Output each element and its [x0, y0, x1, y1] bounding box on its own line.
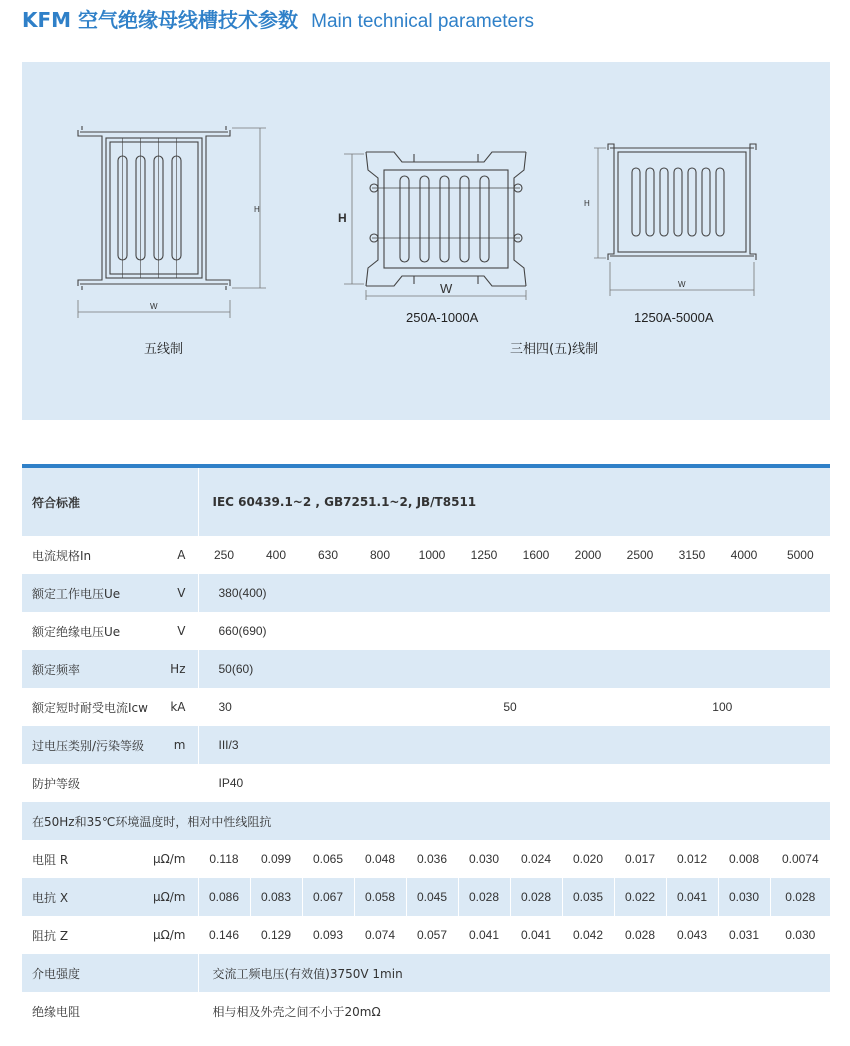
label-ue	[22, 574, 198, 612]
resistance-value: 0.065	[302, 840, 354, 878]
reactance-value: 0.058	[354, 878, 406, 916]
unit-ue: V	[177, 586, 186, 600]
value-dielectric: 交流工频电压(有效值)3750V 1min	[198, 954, 830, 992]
label-resistance	[22, 840, 198, 878]
row-ue	[22, 574, 830, 612]
value-standard: IEC 60439.1~2 , GB7251.1~2, JB/T8511	[198, 466, 830, 536]
row-standard	[22, 466, 830, 536]
spec-table	[22, 464, 830, 1030]
impedance-value: 0.129	[250, 916, 302, 954]
reactance-value: 0.022	[614, 878, 666, 916]
unit-freq: Hz	[170, 662, 186, 676]
value-freq: 50(60)	[198, 650, 830, 688]
current-value: 400	[250, 536, 302, 574]
label-freq	[22, 650, 198, 688]
row-ip	[22, 764, 830, 802]
unit-impedance: μΩ/m	[152, 928, 186, 942]
title-cn: KFM 空气绝缘母线槽技术参数	[22, 8, 299, 32]
label-ui-text: 额定绝缘电压Ue	[32, 624, 121, 639]
current-value: 800	[354, 536, 406, 574]
resistance-value: 0.048	[354, 840, 406, 878]
five-wire-caption: 五线制	[144, 342, 184, 357]
value-ui: 660(690)	[198, 612, 830, 650]
figure-panel	[22, 62, 830, 420]
impedance-value: 0.146	[198, 916, 250, 954]
reactance-value: 0.030	[718, 878, 770, 916]
icw-value: 50	[406, 688, 614, 726]
label-icw-text: 额定短时耐受电流Icw	[32, 700, 148, 715]
resistance-value: 0.030	[458, 840, 510, 878]
title-en: Main technical parameters	[311, 11, 534, 32]
label-icw	[22, 688, 198, 726]
impedance-value: 0.030	[770, 916, 830, 954]
current-value: 5000	[770, 536, 830, 574]
row-reactance	[22, 878, 830, 916]
label-ui	[22, 612, 198, 650]
three-phase-a-drawing	[366, 152, 526, 286]
resistance-value: 0.024	[510, 840, 562, 878]
busway-drawings	[22, 62, 830, 420]
three-phase-a-dim-h: H	[338, 211, 347, 225]
label-impedance	[22, 916, 198, 954]
impedance-value: 0.043	[666, 916, 718, 954]
resistance-value: 0.0074	[770, 840, 830, 878]
resistance-value: 0.017	[614, 840, 666, 878]
reactance-value: 0.086	[198, 878, 250, 916]
condition-note: 在50Hz和35℃环境温度时，相对中性线阻抗	[22, 802, 830, 840]
reactance-value: 0.035	[562, 878, 614, 916]
page-title	[22, 4, 534, 34]
resistance-value: 0.020	[562, 840, 614, 878]
three-phase-b-dim-w: W	[678, 280, 686, 289]
label-insulation: 绝缘电阻	[32, 1004, 81, 1019]
row-icw	[22, 688, 830, 726]
label-overvoltage	[22, 726, 198, 764]
unit-ui: V	[177, 624, 186, 638]
row-freq	[22, 650, 830, 688]
reactance-value: 0.041	[666, 878, 718, 916]
three-phase-caption: 三相四(五)线制	[510, 342, 599, 357]
row-dielectric	[22, 954, 830, 992]
resistance-value: 0.012	[666, 840, 718, 878]
resistance-value: 0.036	[406, 840, 458, 878]
impedance-value: 0.028	[614, 916, 666, 954]
impedance-value: 0.041	[458, 916, 510, 954]
unit-current: A	[177, 548, 186, 562]
impedance-value: 0.031	[718, 916, 770, 954]
label-current-text: 电流规格In	[32, 548, 92, 563]
row-overvoltage	[22, 726, 830, 764]
current-value: 2000	[562, 536, 614, 574]
current-value: 630	[302, 536, 354, 574]
row-insulation	[22, 992, 830, 1030]
value-ip: IP40	[198, 764, 830, 802]
unit-icw: kA	[170, 700, 186, 714]
reactance-value: 0.067	[302, 878, 354, 916]
five-wire-dim-w: W	[150, 302, 158, 311]
label-reactance-text: 电抗 X	[32, 890, 69, 905]
reactance-value: 0.028	[458, 878, 510, 916]
reactance-value: 0.028	[510, 878, 562, 916]
three-phase-b-drawing	[608, 144, 756, 260]
row-condition	[22, 802, 830, 840]
row-impedance	[22, 916, 830, 954]
impedance-value: 0.074	[354, 916, 406, 954]
label-ip: 防护等级	[32, 776, 81, 791]
label-dielectric: 介电强度	[22, 954, 198, 992]
current-value: 4000	[718, 536, 770, 574]
reactance-value: 0.028	[770, 878, 830, 916]
value-ue: 380(400)	[198, 574, 830, 612]
current-value: 1000	[406, 536, 458, 574]
value-insulation: 相与相及外壳之间不小于20mΩ	[198, 992, 830, 1030]
row-resistance	[22, 840, 830, 878]
current-value: 2500	[614, 536, 666, 574]
value-overvoltage: III/3	[198, 726, 830, 764]
rating-250-1000: 250A-1000A	[406, 310, 479, 325]
three-phase-a-dim-w: W	[440, 281, 453, 296]
row-current	[22, 536, 830, 574]
five-wire-drawing	[78, 126, 230, 290]
resistance-value: 0.099	[250, 840, 302, 878]
impedance-value: 0.041	[510, 916, 562, 954]
resistance-value: 0.008	[718, 840, 770, 878]
label-standard: 符合标准	[22, 466, 198, 536]
label-ue-text: 额定工作电压Ue	[32, 586, 121, 601]
label-freq-text: 额定频率	[32, 662, 81, 677]
row-ui	[22, 612, 830, 650]
rating-1250-5000: 1250A-5000A	[634, 310, 714, 325]
label-impedance-text: 阻抗 Z	[32, 928, 69, 943]
unit-resistance: μΩ/m	[152, 852, 186, 866]
current-value: 250	[198, 536, 250, 574]
three-phase-b-dim-h: H	[584, 199, 590, 208]
impedance-value: 0.057	[406, 916, 458, 954]
current-value: 1250	[458, 536, 510, 574]
label-reactance	[22, 878, 198, 916]
unit-overvoltage: m	[173, 738, 186, 752]
current-value: 1600	[510, 536, 562, 574]
impedance-value: 0.093	[302, 916, 354, 954]
icw-value: 30	[198, 688, 406, 726]
impedance-value: 0.042	[562, 916, 614, 954]
label-current	[22, 536, 198, 574]
reactance-value: 0.045	[406, 878, 458, 916]
label-resistance-text: 电阻 R	[32, 852, 69, 867]
resistance-value: 0.118	[198, 840, 250, 878]
unit-reactance: μΩ/m	[152, 890, 186, 904]
icw-value: 100	[614, 688, 830, 726]
label-overvoltage-text: 过电压类别/污染等级	[32, 738, 145, 753]
current-value: 3150	[666, 536, 718, 574]
five-wire-dim-h: H	[254, 205, 260, 214]
reactance-value: 0.083	[250, 878, 302, 916]
